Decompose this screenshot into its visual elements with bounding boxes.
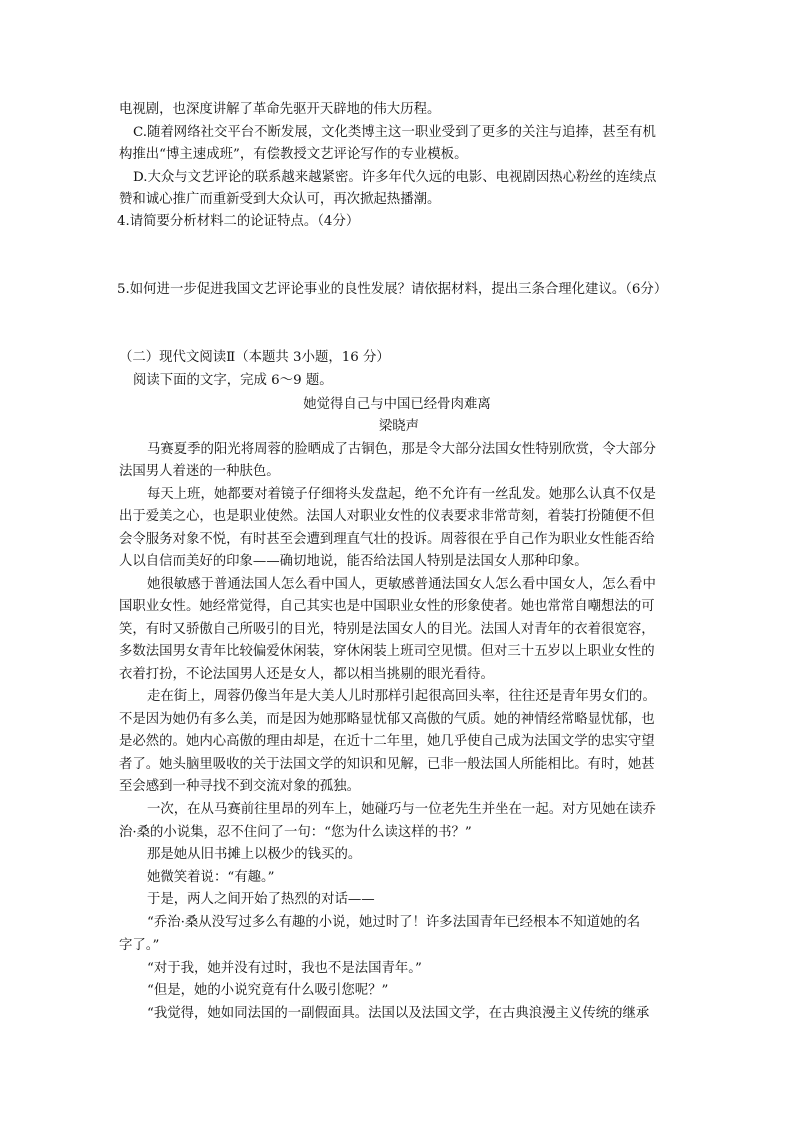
paragraph-4-line-4: 者了。她头脑里吸收的关于法国文学的知识和见解，已非一般法国人所能相比。有时，她甚: [119, 757, 655, 772]
paragraph-5-line-2: 治·桑的小说集，忍不住问了一句：“您为什么读这样的书？”: [119, 825, 472, 840]
paragraph-4-line-2: 不是因为她仍有多么美，而是因为她那略显忧郁又高傲的气质。她的神情经常略显忧郁，也: [119, 712, 655, 727]
paragraph-3-line-5: 衣着打扮，不论法国男人还是女人，都以相当挑剔的眼光看待。: [119, 667, 494, 682]
article-title: 她觉得自己与中国已经骨肉难离: [303, 397, 491, 412]
paragraph-1-line-2: 法国男人着迷的一种肤色。: [119, 464, 280, 479]
paragraph-2-line-1: 每天上班，她都要对着镜子仔细将头发盘起，绝不允许有一丝乱发。她那么认真不仅是: [147, 487, 656, 502]
dialogue-1-line-1: “乔治·桑从没写过多么有趣的小说，她过时了！许多法国青年已经根本不知道她的名: [147, 915, 641, 930]
paragraph-3-line-1: 她很敏感于普通法国人怎么看中国人，更敏感普通法国女人怎么看中国女人，怎么看中: [147, 577, 656, 592]
paragraph-8: 于是，两人之间开始了热烈的对话——: [147, 892, 375, 907]
question-4: 4.请简要分析材料二的论证特点。（4分）: [117, 214, 360, 229]
option-b-continued: 电视剧，也深度讲解了革命先驱开天辟地的伟大历程。: [119, 102, 441, 117]
section-heading: （二）现代文阅读Ⅱ（本题共 3小题，16 分）: [119, 350, 390, 365]
paragraph-2-line-2: 出于爱美之心，也是职业使然。法国人对职业女性的仪表要求非常苛刻，着装打扮随便不但: [119, 509, 655, 524]
paragraph-4-line-3: 是必然的。她内心高傲的理由却是，在近十二年里，她几乎使自己成为法国文学的忠实守望: [119, 734, 655, 749]
paragraph-6: 那是她从旧书摊上以极少的钱买的。: [147, 847, 362, 862]
paragraph-5-line-1: 一次，在从马赛前往里昂的列车上，她碰巧与一位老先生并坐在一起。对方见她在读乔: [147, 802, 656, 817]
paragraph-4-line-1: 走在街上，周蓉仍像当年是大美人儿时那样引起很高回头率，往往还是青年男女们的。: [147, 689, 656, 704]
paragraph-3-line-3: 笑，有时又骄傲自己所吸引的目光，特别是法国女人的目光。法国人对青年的衣着很宽容，: [119, 622, 655, 637]
paragraph-4-line-5: 至会感到一种寻找不到交流对象的孤独。: [119, 779, 361, 794]
paragraph-2-line-4: 人以自信而美好的印象——确切地说，能否给法国人特别是法国女人那种印象。: [119, 554, 588, 569]
paragraph-3-line-4: 多数法国男女青年比较偏爱休闲装，穿休闲装上班司空见惯。但对三十五岁以上职业女性的: [119, 644, 655, 659]
dialogue-2: “对于我，她并没有过时，我也不是法国青年。”: [147, 961, 422, 976]
paragraph-2-line-3: 会令服务对象不悦，有时甚至会遭到理直气壮的投诉。周蓉很在乎自己作为职业女性能否给: [119, 532, 655, 547]
reading-instruction: 阅读下面的文字，完成 6～9 题。: [133, 373, 333, 388]
option-d-line-2: 赞和诚心推广而重新受到大众认可，再次掀起热播潮。: [119, 192, 441, 207]
option-d-line-1: D.大众与文艺评论的联系越来越紧密。许多年代久远的电影、电视剧因热心粉丝的连续点: [133, 170, 657, 185]
question-5: 5.如何进一步促进我国文艺评论事业的良性发展？请依据材料，提出三条合理化建议。（6分）: [117, 282, 668, 297]
dialogue-3: “但是，她的小说究竟有什么吸引您呢？”: [147, 983, 389, 998]
article-author: 梁晓声: [378, 419, 420, 434]
paragraph-1-line-1: 马赛夏季的阳光将周蓉的脸晒成了古铜色，那是令大部分法国女性特别欣赏，令大部分: [147, 442, 656, 457]
option-c-line-1: C.随着网络社交平台不断发展，文化类博主这一职业受到了更多的关注与追捧，甚至有机: [133, 125, 656, 140]
paragraph-7: 她微笑着说：“有趣。”: [147, 870, 275, 885]
paragraph-3-line-2: 国职业女性。她经常觉得，自己其实也是中国职业女性的形象使者。她也常常自嘲想法的可: [119, 599, 655, 614]
dialogue-1-line-2: 字了。”: [119, 938, 160, 953]
option-c-line-2: 构推出“博主速成班”，有偿教授文艺评论写作的专业模板。: [119, 147, 468, 162]
dialogue-4-line-1: “我觉得，她如同法国的一副假面具。法国以及法国文学，在古典浪漫主义传统的继承: [147, 1006, 650, 1021]
